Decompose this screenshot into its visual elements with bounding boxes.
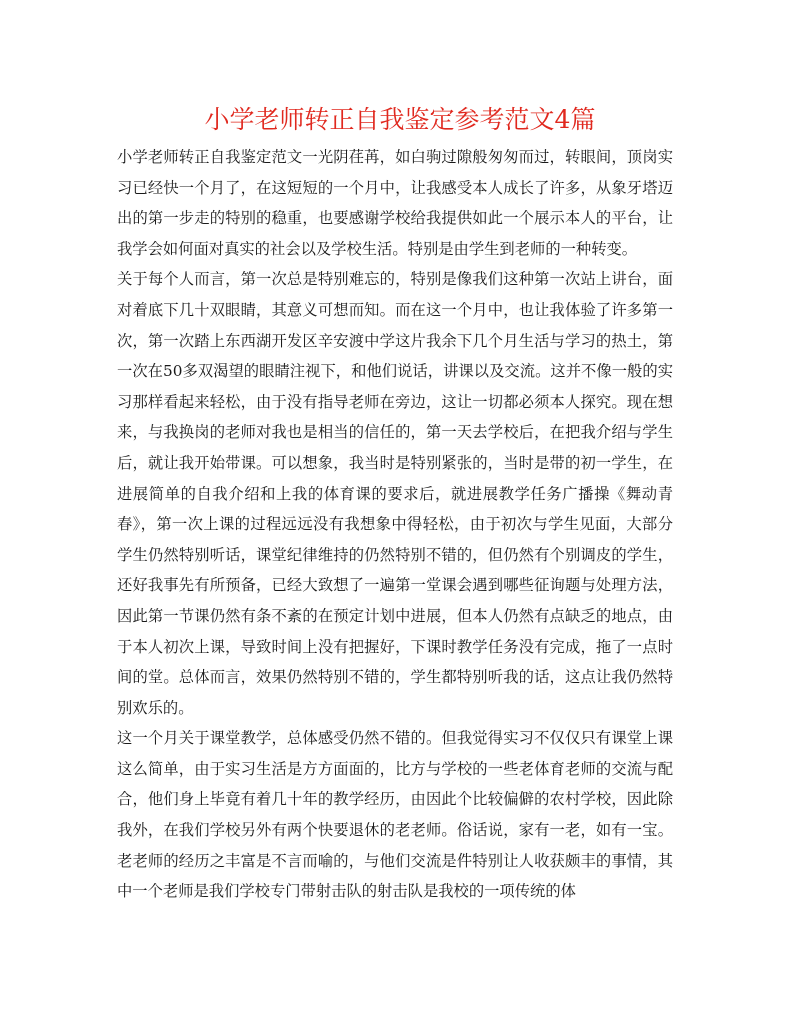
document-title: 小学老师转正自我鉴定参考范文4篇	[204, 105, 596, 134]
paragraph: 小学老师转正自我鉴定范文一光阴荏苒，如白驹过隙般匆匆而过，转眼间，顶岗实习已经快一个月了，在这短短的一个月中，让我感受本人成长了许多，从象牙塔迈出的第一步走的特别的稳重，也要感谢学校给我提供如此一个展示本人的平台，让我学会如何面对真实的社会以及学校生活。特别是由学生到老师的一种转变。	[117, 148, 673, 258]
document-body	[117, 142, 673, 907]
paragraph: 关于每个人而言，第一次总是特别难忘的，特别是像我们这种第一次站上讲台，面对着底下几十双眼睛，其意义可想而知。而在这一个月中，也让我体验了许多第一次，第一次踏上东西湖开发区辛安渡中学这片我余下几个月生活与学习的热土，第一次在50多双渴望的眼睛注视下，和他们说话，讲课以及交流。这并不像一般的实习那样看起来轻松，由于没有指导老师在旁边，这让一切都必须本人探究。现在想来，与我换岗的老师对我也是相当的信任的，第一天去学校后，在把我介绍与学生后，就让我开始带课。可以想象，我当时是特别紧张的，当时是带的初一学生，在进展简单的自我介绍和上我的体育课的要求后，就进展教学任务广播操《舞动青春》，第一次上课的过程远远没有我想象中得轻松，由于初次与学生见面，大部分学生仍然特别听话，课堂纪律维持的仍然特别不错的，但仍然有个别调皮的学生，还好我事先有所预备，已经大致想了一遍第一堂课会遇到哪些征询题与处理方法，因此第一节课仍然有条不紊的在预定计划中进展，但本人仍然有点缺乏的地点，由于本人初次上课，导致时间上没有把握好，下课时教学任务没有完成，拖了一点时间的堂。总体而言，效果仍然特别不错的，学生都特别听我的话，这点让我仍然特别欢乐的。	[117, 270, 673, 717]
paragraph: 这一个月关于课堂教学，总体感受仍然不错的。但我觉得实习不仅仅只有课堂上课这么简单，由于实习生活是方方面面的，比方与学校的一些老体育老师的交流与配合，他们身上毕竟有着几十年的教学经历，由因此个比较偏僻的农村学校，因此除我外，在我们学校另外有两个快要退休的老老师。俗话说，家有一老，如有一宝。老老师的经历之丰富是不言而喻的，与他们交流是件特别让人收获颇丰的事情，其中一个老师是我们学校专门带射击队的射击队是我校的一项传统的体	[117, 729, 673, 901]
